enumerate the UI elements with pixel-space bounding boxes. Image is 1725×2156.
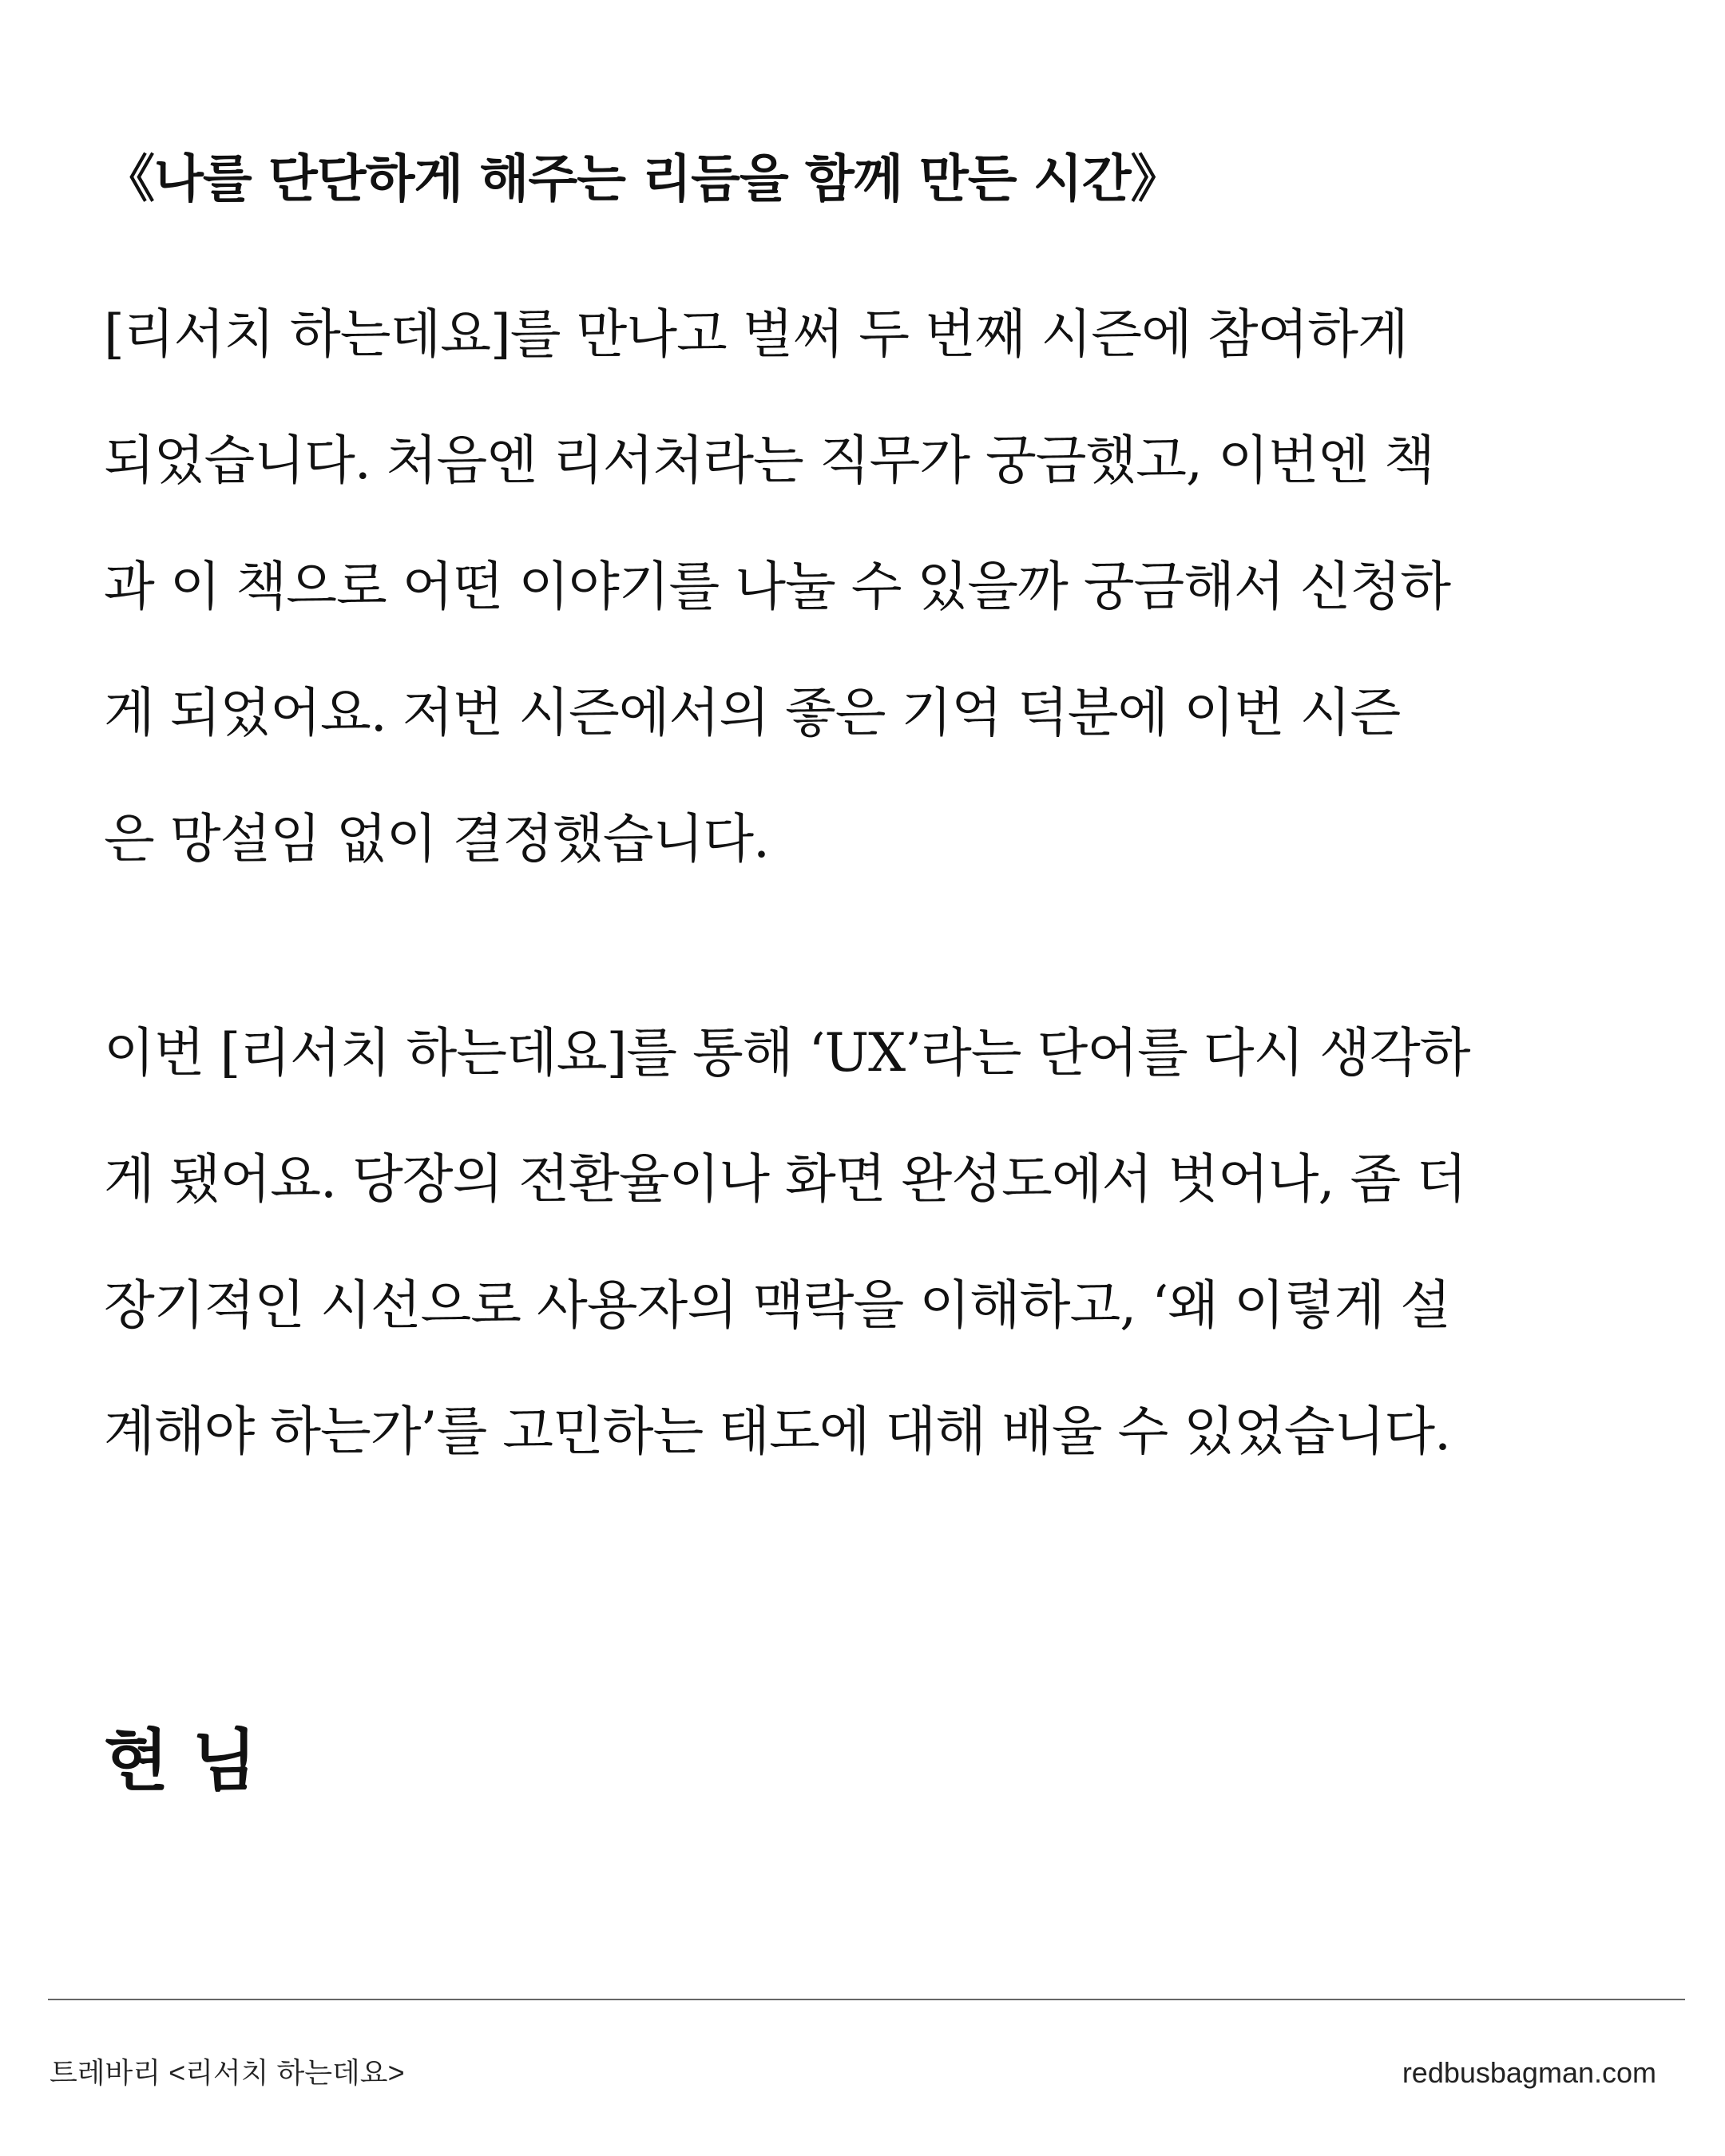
paragraph-line: 장기적인 시선으로 사용자의 맥락을 이해하고, ‘왜 이렇게 설 [104,1274,1450,1336]
paragraph-line: 이번 [리서치 하는데요]를 통해 ‘UX’라는 단어를 다시 생각하 [104,1022,1470,1084]
paragraph-line: 게 됐어요. 당장의 전환율이나 화면 완성도에서 벗어나, 좀 더 [104,1148,1466,1210]
review-title: 《나를 단단하게 해주는 리듬을 함께 만든 시간》 [104,149,1181,209]
footer-divider [48,1999,1685,2000]
paragraph-line: 게 되었어요. 저번 시즌에서의 좋은 기억 덕분에 이번 시즌 [104,682,1401,743]
paragraph-line: 은 망설임 없이 결정했습니다. [104,808,769,870]
review-paragraph-1 [104,271,1645,902]
footer-program-name: 트레바리 <리서치 하는데요> [50,2056,405,2089]
review-author: 현 님 [104,1721,257,1800]
paragraph-line: 되었습니다. 처음엔 리서처라는 직무가 궁금했고, 이번엔 책 [104,430,1434,491]
paragraph-line: [리서치 하는데요]를 만나고 벌써 두 번째 시즌에 참여하게 [104,303,1408,365]
footer-website: redbusbagman.com [1402,2056,1656,2089]
paragraph-line: 계해야 하는가’를 고민하는 태도에 대해 배울 수 있었습니다. [104,1401,1450,1462]
review-paragraph-2 [104,990,1645,1495]
paragraph-line: 과 이 책으로 어떤 이야기를 나눌 수 있을까 궁금해서 신청하 [104,556,1450,617]
